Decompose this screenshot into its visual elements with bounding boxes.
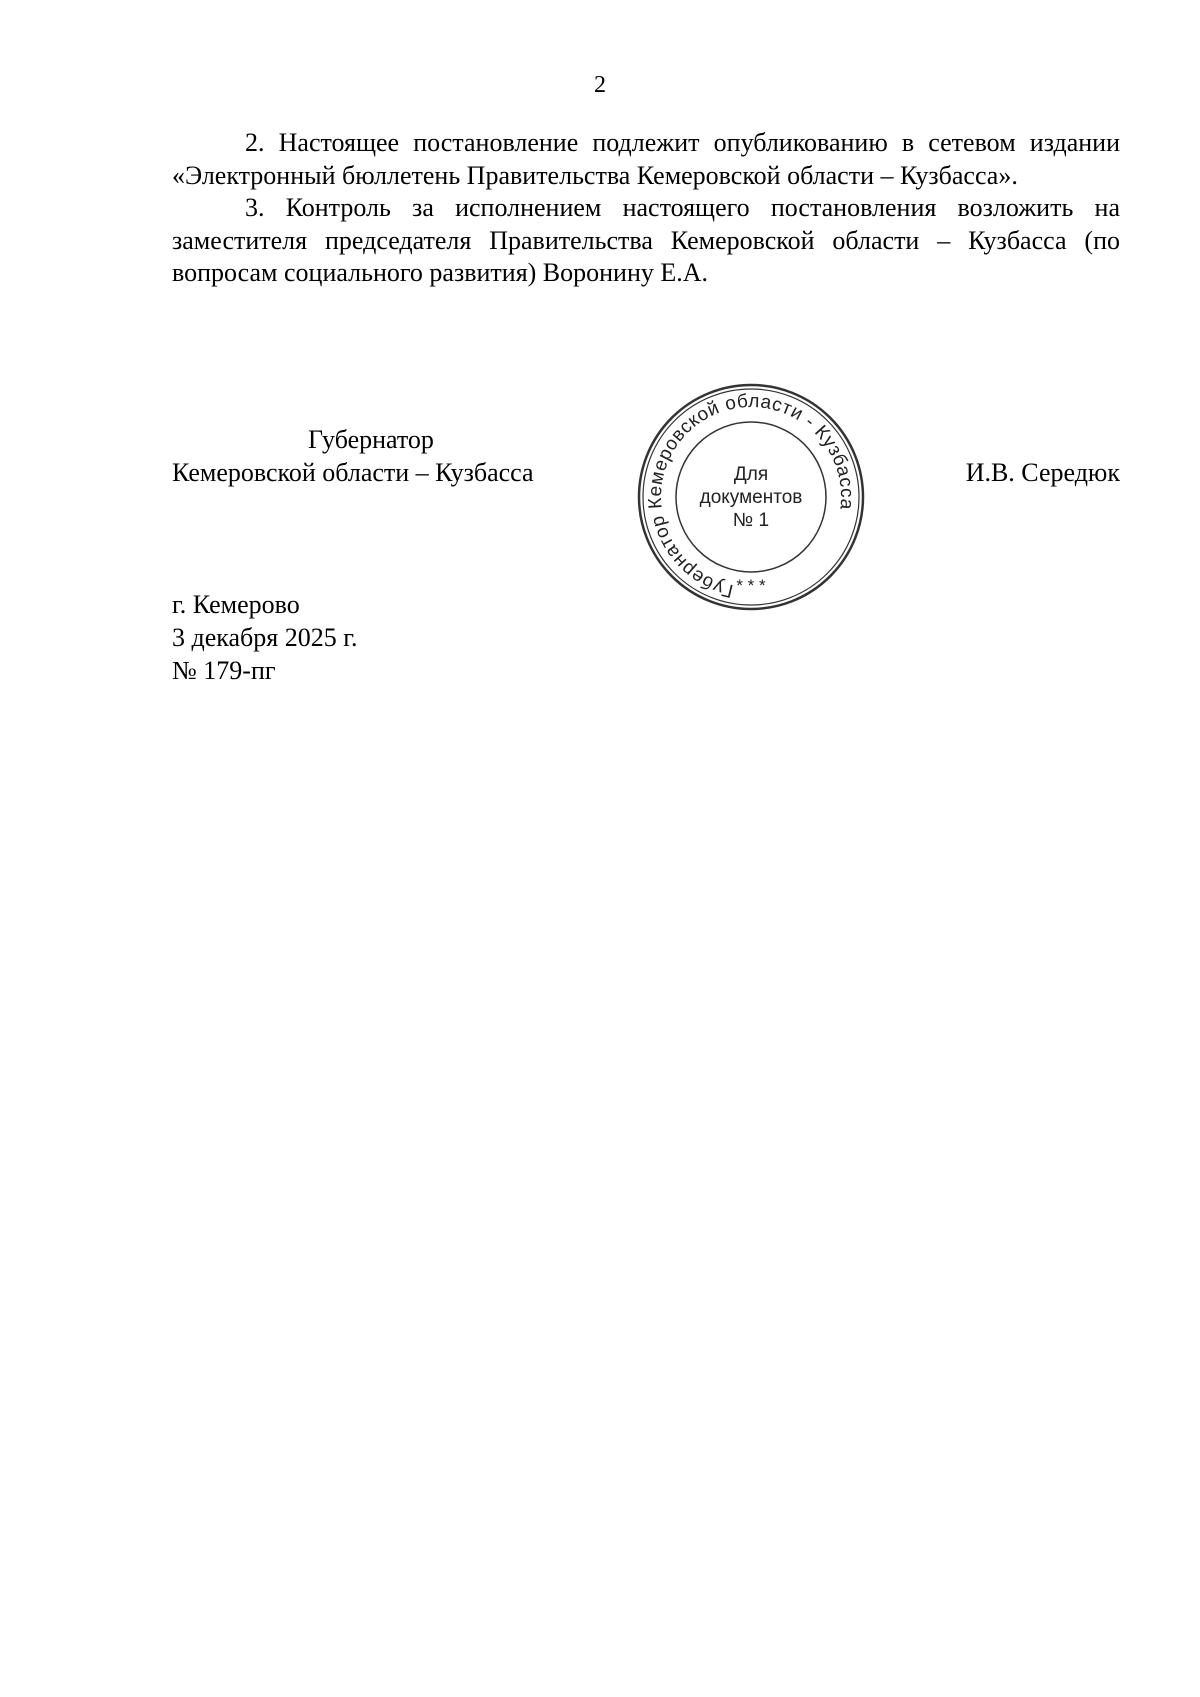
signatory-title <box>172 423 592 489</box>
footer-city: г. Кемерово <box>172 590 300 619</box>
paragraph-control: 3. Контроль за исполнением настоящего постановления возложить на заместителя председателя Правительства Кемеровской области – Кузбасса (по вопросам социального развития) Воронину Е.А. <box>172 193 1120 287</box>
official-stamp <box>636 382 866 612</box>
signatory-position: Губернатор <box>308 425 434 454</box>
stamp-ring-text: Губернатор Кемеровской области - Кузбасса <box>644 390 858 602</box>
signatory-name: И.В. Середюк <box>965 458 1120 487</box>
footer-number: № 179-пг <box>172 656 276 685</box>
stamp-center-line2: документов <box>699 487 803 508</box>
page-number: 2 <box>594 72 606 98</box>
document-body <box>172 127 1120 290</box>
paragraph-publication: 2. Настоящее постановление подлежит опубликованию в сетевом издании «Электронный бюллетень Правительства Кемеровской области – Кузбасса». <box>172 128 1120 190</box>
document-footer <box>172 588 357 687</box>
signatory-region: Кемеровской области – Кузбасса <box>172 458 534 487</box>
stamp-center-line3: № 1 <box>732 510 770 531</box>
footer-date: 3 декабря 2025 г. <box>172 623 358 652</box>
stamp-center-line1: Для <box>733 464 769 485</box>
stamp-stars: * * * <box>736 576 766 595</box>
